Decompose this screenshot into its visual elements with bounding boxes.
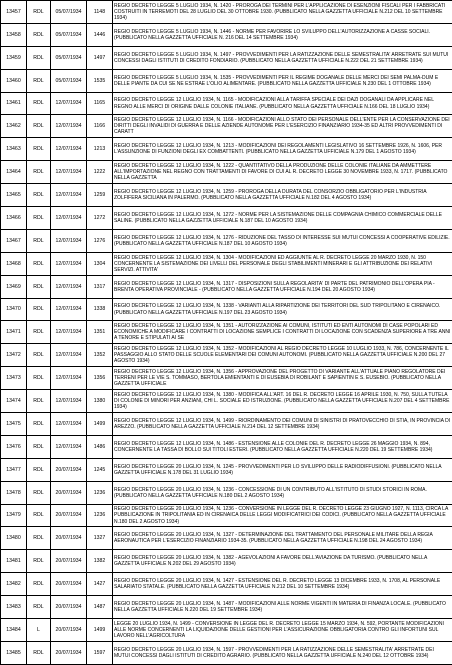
act-date: 12/07/1934 bbox=[51, 115, 87, 138]
act-code: 1165 bbox=[87, 92, 113, 115]
act-code: 1236 bbox=[87, 481, 113, 504]
table-row bbox=[1, 390, 452, 413]
act-date: 12/07/1934 bbox=[51, 275, 87, 298]
act-type: RDL bbox=[27, 641, 51, 664]
act-code: 1382 bbox=[87, 550, 113, 573]
table-row bbox=[1, 298, 452, 321]
act-date: 20/07/1934 bbox=[51, 504, 87, 527]
act-code: 1272 bbox=[87, 207, 113, 230]
record-number: 13465 bbox=[1, 184, 27, 207]
record-number: 13458 bbox=[1, 23, 27, 46]
act-code: 1356 bbox=[87, 367, 113, 390]
act-code: 1352 bbox=[87, 344, 113, 367]
record-number: 13476 bbox=[1, 435, 27, 458]
act-description: REGIO DECRETO LEGGE 12 LUGLIO 1934, N. 1213 - MODIFICAZIONI DEI REGOLAMENTI LEGISLATIVO 16 SETTEMBRE 1926, N. 1606, PER L'ASSUNZIONE DI FUNZIONI DEGLI EX COMBATTENTI. (PUBBLICATO NELLA GAZZETTA UFFICIALE N.179 DEL 1 AGOSTO 1934) bbox=[113, 138, 452, 161]
act-type: RDL bbox=[27, 184, 51, 207]
table-row bbox=[1, 435, 452, 458]
table-row bbox=[1, 184, 452, 207]
act-type: RDL bbox=[27, 92, 51, 115]
act-description: REGIO DECRETO LEGGE 12 LUGLIO 1934, N. 1351 - AUTORIZZAZIONE AI COMUNI, ISTITUTI ED ENTI AUTONOMI DI CASE POPOLARI ED ECONOMICHE A MODIFICARE I CONTRATTI DI LOCAZIONE SEMPLICE I CONTRATTI DI LOCAZIONE CON SCADENZA SUPERIORE A TRE ANNI A TENORE E STIPULATI AI SE bbox=[113, 321, 452, 344]
act-date: 12/07/1934 bbox=[51, 344, 87, 367]
act-code: 1245 bbox=[87, 458, 113, 481]
table-row bbox=[1, 46, 452, 69]
act-code: 1486 bbox=[87, 435, 113, 458]
act-date: 20/07/1934 bbox=[51, 550, 87, 573]
act-description: REGIO DECRETO LEGGE 12 LUGLIO 1934, N. 1499 - RIORDINAMENTO DEI COMUNI DI SINISTRI DI PRATOVECCHIO DI STIA, IN PROVINCIA DI AREZZO. (PUBBLICATO NELLA GAZZETTA UFFICIALE N.214 DEL 12 SETTEMBRE 1934) bbox=[113, 413, 452, 436]
act-type: RDL bbox=[27, 344, 51, 367]
act-code: 1317 bbox=[87, 275, 113, 298]
record-number: 13461 bbox=[1, 92, 27, 115]
act-type: RDL bbox=[27, 23, 51, 46]
act-code: 1222 bbox=[87, 161, 113, 184]
act-type: RDL bbox=[27, 504, 51, 527]
act-date: 20/07/1934 bbox=[51, 596, 87, 619]
act-description: REGIO DECRETO LEGGE 5 LUGLIO 1934, N. 1497 - PROVVEDIMENTI PER LA RATIZZAZIONE DELLE SEMESTRALITA' ARRETRATE SUI MUTUI CONCESSI DAGLI ISTITUTI DI CREDITO FONDIARIO. (PUBBLICATO NELLA GAZZETTA UFFICIALE N.222 DEL 21 SETTEMBRE 1934) bbox=[113, 46, 452, 69]
act-description: REGIO DECRETO LEGGE 20 LUGLIO 1934, N. 1597 - PROVVEDIMENTI PER LA RATIZZAZIONE DELLE SEMESTRALITA' ARRETRATE DEI MUTUI CONCESSI DAGLI ISTITUTI DI CREDITO AGRARIO. (PUBBLICATO NELLA GAZZETTA UFFICIALE N.240 DEL 12 OTTOBRE 1934) bbox=[113, 641, 452, 664]
table-row bbox=[1, 367, 452, 390]
act-date: 05/07/1934 bbox=[51, 1, 87, 24]
act-date: 20/07/1934 bbox=[51, 527, 87, 550]
record-number: 13457 bbox=[1, 1, 27, 24]
table-row bbox=[1, 481, 452, 504]
act-code: 1535 bbox=[87, 69, 113, 92]
act-date: 12/07/1934 bbox=[51, 161, 87, 184]
act-description: REGIO DECRETO LEGGE 12 LUGLIO 1934, N. 1338 - VARIANTI ALLA RIPARTIZIONE DEI TERRITORI DEL SUD TRIPOLITANO E CIRENAICO. (PUBBLICATO NELLA GAZZETTA UFFICIALE N.197 DEL 23 AGOSTO 1934) bbox=[113, 298, 452, 321]
act-type: RDL bbox=[27, 252, 51, 275]
record-number: 13464 bbox=[1, 161, 27, 184]
record-number: 13481 bbox=[1, 550, 27, 573]
act-date: 20/07/1934 bbox=[51, 619, 87, 642]
act-date: 12/07/1934 bbox=[51, 252, 87, 275]
act-description: REGIO DECRETO LEGGE 12 LUGLIO 1934, N. 1166 - MODIFICAZIONI ALLO STATO DEI PERSONALE DELL'ENTE PER LA CONSERVAZIONE DEI DIRITTI DEGLI INVALIDI DI GUERRA E DELLE AZIENDE AUTONOME PER L'ESERCIZIO FINANZIARIO 1934-35 ED ALTRI PROVVEDIMENTI DI CARATT bbox=[113, 115, 452, 138]
act-description: REGIO DECRETO LEGGE 20 LUGLIO 1934, N. 1382 - AGEVOLAZIONI A FAVORE DELL'AVIAZIONE DA TURISMO. (PUBBLICATO NELLA GAZZETTA UFFICIALE N.202 DEL 29 AGOSTO 1934) bbox=[113, 550, 452, 573]
record-number: 13474 bbox=[1, 390, 27, 413]
act-type: RDL bbox=[27, 367, 51, 390]
table-row bbox=[1, 413, 452, 436]
act-type: RDL bbox=[27, 596, 51, 619]
act-type: RDL bbox=[27, 435, 51, 458]
table-row bbox=[1, 321, 452, 344]
act-date: 12/07/1934 bbox=[51, 435, 87, 458]
act-description: REGIO DECRETO LEGGE 12 LUGLIO 1934, N. 1165 - MODIFICAZIONI ALLA TARIFFA SPECIALE DEI DAZI DOGANALI DA APPLICARE NEL REGNO ALLE MERCI DI ORIGINE DALLE COLONIE ITALIANE. (PUBBLICATO NELLA GAZZETTA UFFICIALE N.166 DEL 18 LUGLIO 1934) bbox=[113, 92, 452, 115]
act-code: 1499 bbox=[87, 619, 113, 642]
act-code: 1166 bbox=[87, 115, 113, 138]
act-code: 1499 bbox=[87, 413, 113, 436]
act-description: REGIO DECRETO LEGGE 20 LUGLIO 1934, N. 1427 - ESTENSIONE DEL R. DECRETO LEGGE 13 DICEMBRE 1933, N. 1708, AL PERSONALE SALARIATO STATALE. (PUBBLICATO NELLA GAZZETTA UFFICIALE N.212 DEL 10 SETTEMBRE 1934) bbox=[113, 573, 452, 596]
table-row bbox=[1, 229, 452, 252]
act-code: 1351 bbox=[87, 321, 113, 344]
record-number: 13472 bbox=[1, 344, 27, 367]
act-type: RDL bbox=[27, 46, 51, 69]
record-number: 13459 bbox=[1, 46, 27, 69]
act-type: RDL bbox=[27, 390, 51, 413]
act-type: RDL bbox=[27, 161, 51, 184]
table-row bbox=[1, 1, 452, 24]
act-code: 1304 bbox=[87, 252, 113, 275]
record-number: 13480 bbox=[1, 527, 27, 550]
act-description: REGIO DECRETO LEGGE 12 LUGLIO 1934, N. 1272 - NORME PER LA SISTEMAZIONE DELLE COMPAGNIA CHIMICO COMMERCIALE DELLE SALINE. (PUBBLICATO NELLA GAZZETTA UFFICIALE N.187 DEL 10 AGOSTO 1934) bbox=[113, 207, 452, 230]
record-number: 13463 bbox=[1, 138, 27, 161]
act-date: 12/07/1934 bbox=[51, 367, 87, 390]
table-row bbox=[1, 573, 452, 596]
record-number: 13482 bbox=[1, 573, 27, 596]
record-number: 13466 bbox=[1, 207, 27, 230]
act-code: 1427 bbox=[87, 573, 113, 596]
table-row bbox=[1, 69, 452, 92]
act-date: 05/07/1934 bbox=[51, 69, 87, 92]
act-code: 1497 bbox=[87, 46, 113, 69]
table-row bbox=[1, 92, 452, 115]
record-number: 13462 bbox=[1, 115, 27, 138]
act-type: RDL bbox=[27, 229, 51, 252]
act-code: 1338 bbox=[87, 298, 113, 321]
act-description: REGIO DECRETO LEGGE 12 LUGLIO 1934, N. 1356 - APPROVAZIONE DEL PROGETTO DI VARIANTE ALL'ATTUALE PIANO REGOLATORE DEI TERRENI PER LE VIE S. TOMMASO, BERTOLA EMIENTANTI E DI EUSEBIA DI ROBILANT E SAPIENTIN E S. EUSEBIO. (PUBBLICATO NELLA GAZZETTA UFFICIALE bbox=[113, 367, 452, 390]
record-number: 13468 bbox=[1, 252, 27, 275]
act-date: 12/07/1934 bbox=[51, 413, 87, 436]
record-number: 13473 bbox=[1, 367, 27, 390]
act-code: 1597 bbox=[87, 641, 113, 664]
table-row bbox=[1, 275, 452, 298]
record-number: 13484 bbox=[1, 619, 27, 642]
act-date: 12/07/1934 bbox=[51, 390, 87, 413]
act-code: 1327 bbox=[87, 527, 113, 550]
record-number: 13470 bbox=[1, 298, 27, 321]
act-description: REGIO DECRETO LEGGE 5 LUGLIO 1934, N. 1446 - NORME PER FAVORIRE LO SVILUPPO DELL'AUTORIZZAZIONE A CASSE SOCIALI. (PUBBLICATO NELLA GAZZETTA UFFICIALE N. 216 DEL 14 SETTEMBRE 1934) bbox=[113, 23, 452, 46]
act-code: 1446 bbox=[87, 23, 113, 46]
act-date: 20/07/1934 bbox=[51, 573, 87, 596]
act-description: REGIO DECRETO LEGGE 20 LUGLIO 1934, N. 1245 - PROVVEDIMENTI PER LO SVILUPPO DELLE RADIODIFFUSIONI. (PUBBLICATO NELLA GAZZETTA UFFICIALE N.178 DEL 31 LUGLIO 1934) bbox=[113, 458, 452, 481]
act-description: REGIO DECRETO LEGGE 20 LUGLIO 1934, N. 1236 - CONCESSIONE DI UN CONTRIBUTO ALL'ISTITUTO DI STUDI STORICI IN ROMA. (PUBBLICATO NELLA GAZZETTA UFFICIALE N.180 DEL 2 AGOSTO 1934) bbox=[113, 481, 452, 504]
act-type: RDL bbox=[27, 207, 51, 230]
act-description: REGIO DECRETO LEGGE 12 LUGLIO 1934, N. 1304 - MODIFICAZIONI ED AGGIUNTE AL R. DECRETO LEGGE 20 MARZO 1930, N. 150 CONCERNENTE LA SISTEMAZIONE DEI LIVELLI DEL PERSONALE DEGLI STABILIMENTI MINERARI E GLI ATTRIBUZIONE DEI RELATIVI SERVIZI. ATTIVITA' bbox=[113, 252, 452, 275]
act-description: REGIO DECRETO LEGGE 5 LUGLIO 1934, N. 1535 - PROVVEDIMENTI PER IL REGIME DOGANALE DELLE MERCI DEI SEMI PALMA-DUM E DELLE PIANTE DA CUI SE NE ESTRAE L'OLIO ALIMENTARE. (PUBBLICATO NELLA GAZZETTA UFFICIALE N.230 DEL 1 OTTOBRE 1934) bbox=[113, 69, 452, 92]
act-description: LEGGE 20 LUGLIO 1934, N. 1499 - CONVERSIONE IN LEGGE DEL R. DECRETO LEGGE 15 MARZO 1934, N. 592, PORTANTE MODIFICAZIONI ALLE NORME CONCERNENTI LA LIQUIDAZIONE DELLE GESTIONI PER L'ASSICURAZIONE OBBLIGATORIA CONTRO GLI INFORTUNI SUL LAVORO NELL'AGRICOLTURA bbox=[113, 619, 452, 642]
act-code: 1259 bbox=[87, 184, 113, 207]
act-date: 12/07/1934 bbox=[51, 229, 87, 252]
act-description: REGIO DECRETO LEGGE 5 LUGLIO 1934, N. 1420 - PROROGA DEI TERMINI PER L'APPLICAZIONE DI ESENZIONI FISCALI PER I FABBRICATI COSTRUITI IN TERREMOTI DEL 28 LUGLIO DEL 30 OTTOBRE 1930. (PUBBLICATO NELLA GAZZETTA UFFICIALE N.212 DEL 10 SETTEMBRE 1934) bbox=[113, 1, 452, 24]
act-type: RDL bbox=[27, 69, 51, 92]
act-type: L bbox=[27, 619, 51, 642]
law-table-body bbox=[1, 1, 452, 665]
record-number: 13467 bbox=[1, 229, 27, 252]
act-code: 1148 bbox=[87, 1, 113, 24]
table-row bbox=[1, 23, 452, 46]
act-type: RDL bbox=[27, 481, 51, 504]
record-number: 13477 bbox=[1, 458, 27, 481]
record-number: 13460 bbox=[1, 69, 27, 92]
table-row bbox=[1, 596, 452, 619]
record-number: 13483 bbox=[1, 596, 27, 619]
act-type: RDL bbox=[27, 115, 51, 138]
table-row bbox=[1, 207, 452, 230]
act-description: REGIO DECRETO LEGGE 12 LUGLIO 1934, N. 1486 - ESTENSIONE ALLE COLONIE DEL R. DECRETO LEGGE 26 MAGGIO 1934, N. 894, CONCERNENTE LA TASSA DI BOLLO SUI TITOLI ESTERI. (PUBBLICATO NELLA GAZZETTA UFFICIALE N.220 DEL 19 SETTEMBRE 1934) bbox=[113, 435, 452, 458]
table-row bbox=[1, 138, 452, 161]
act-description: REGIO DECRETO LEGGE 12 LUGLIO 1934, N. 1276 - RIDUZIONE DEL TASSO DI INTERESSE SUI MUTUI CONCESSI A COOPERATIVE EDILIZIE. (PUBBLICATO NELLA GAZZETTA UFFICIALE N.187 DEL 10 AGOSTO 1934) bbox=[113, 229, 452, 252]
record-number: 13475 bbox=[1, 413, 27, 436]
act-date: 12/07/1934 bbox=[51, 321, 87, 344]
act-date: 20/07/1934 bbox=[51, 458, 87, 481]
act-description: REGIO DECRETO LEGGE 12 LUGLIO 1934, N. 1222 - QUANTITATIVO DELLA PRODUZIONE DELLE COLONIE ITALIANE DA AMMETTERE ALL'IMPORTAZIONE NEL REGNO CON TRATTAMENTI DI FAVORE DI CUI AL R. DECRETO LEGGE 30 NOVEMBRE 1933, N. 1717. (PUBBLICATO NELLA GAZZETTA bbox=[113, 161, 452, 184]
act-date: 05/07/1934 bbox=[51, 23, 87, 46]
act-description: REGIO DECRETO LEGGE 12 LUGLIO 1934, N. 1259 - PROROGA DELLA DURATA DEL CONSORZIO OBBLIGATORIO PER L'INDUSTRIA ZOLFIFERA SICILIANA IN PALERMO. (PUBBLICATO NELLA GAZZETTA UFFICIALE N.182 DEL 4 AGOSTO 1934) bbox=[113, 184, 452, 207]
record-number: 13469 bbox=[1, 275, 27, 298]
table-row bbox=[1, 344, 452, 367]
table-row bbox=[1, 161, 452, 184]
act-description: REGIO DECRETO LEGGE 12 LUGLIO 1934, N. 1352 - MODIFICAZIONI AL REGIO DECRETO LEGGE 10 LUGLIO 1933, N. 786, CONCERNENTE IL PASSAGGIO ALLO STATO DELLE SCUOLE ELEMENTARI DEI COMUNI AUTONOMI. (PUBBLICATO NELLA GAZZETTA UFFICIALE N.200 DEL 27 AGOSTO 1934) bbox=[113, 344, 452, 367]
act-type: RDL bbox=[27, 1, 51, 24]
act-type: RDL bbox=[27, 298, 51, 321]
act-type: RDL bbox=[27, 527, 51, 550]
record-number: 13471 bbox=[1, 321, 27, 344]
record-number: 13479 bbox=[1, 504, 27, 527]
act-code: 1380 bbox=[87, 390, 113, 413]
act-type: RDL bbox=[27, 550, 51, 573]
record-number: 13485 bbox=[1, 641, 27, 664]
act-type: RDL bbox=[27, 458, 51, 481]
act-date: 12/07/1934 bbox=[51, 298, 87, 321]
act-date: 20/07/1934 bbox=[51, 481, 87, 504]
act-description: REGIO DECRETO LEGGE 20 LUGLIO 1934, N. 1236 - CONVERSIONE IN LEGGE DEL R. DECRETO LEGGE 23 GIUGNO 1927, N. 1113, CIRCA LA PUBBLICAZIONE IN TRIPOLITANIA ED IN CIRENAICA DELLE LEGGI MODIFICATRICI DEI CODICI. (PUBBLICATO NELLA GAZZETTA UFFICIALE N.180 DEL 2 AGOSTO 1934) bbox=[113, 504, 452, 527]
act-type: RDL bbox=[27, 321, 51, 344]
act-type: RDL bbox=[27, 275, 51, 298]
record-number: 13478 bbox=[1, 481, 27, 504]
act-description: REGIO DECRETO LEGGE 12 LUGLIO 1934, N. 1317 - DISPOSIZIONI SULLA REGOLARITA' DI PARTE DEL PATRIMONIO DELL'OPERA PIA - BRENTA OPERATIVA PROVINCIALE - (PUBBLICATO NELLA GAZZETTA UFFICIALE N.194 DEL 20 AGOSTO 1934) bbox=[113, 275, 452, 298]
act-type: RDL bbox=[27, 413, 51, 436]
act-type: RDL bbox=[27, 138, 51, 161]
act-date: 12/07/1934 bbox=[51, 138, 87, 161]
table-row bbox=[1, 504, 452, 527]
act-description: REGIO DECRETO LEGGE 12 LUGLIO 1934, N. 1380 - MODIFICA ALL'ART. 16 DEL R. DECRETO LEGGE 16 APRILE 1930, N. 750, SULLA TUTELA DI COLONIE DI MINORI PER ANZIANI, CHI L. SOCIALE ED ISTRUZIONE. (PUBBLICATO NELLA GAZZETTA UFFICIALE N.207 DEL 4 SETTEMBRE 1934) bbox=[113, 390, 452, 413]
act-type: RDL bbox=[27, 573, 51, 596]
act-date: 12/07/1934 bbox=[51, 184, 87, 207]
act-description: REGIO DECRETO LEGGE 20 LUGLIO 1934, N. 1327 - DETERMINAZIONE DEL TRATTAMENTO DEL PERSONALE MILITARE DELLA REGIA AERONAUTICA PER L'ESERCIZIO FINANZIARIO 1934-35. (PUBBLICATO NELLA GAZZETTA UFFICIALE N.198 DEL 24 AGOSTO 1934) bbox=[113, 527, 452, 550]
table-row bbox=[1, 252, 452, 275]
table-row bbox=[1, 458, 452, 481]
act-code: 1236 bbox=[87, 504, 113, 527]
table-row bbox=[1, 619, 452, 642]
act-date: 05/07/1934 bbox=[51, 46, 87, 69]
act-description: REGIO DECRETO LEGGE 20 LUGLIO 1934, N. 1487 - MODIFICAZIONI ALLE NORME VIGENTI IN MATERIA DI FINANZA LOCALE. (PUBBLICATO NELLA GAZZETTA UFFICIALE N.220 DEL 19 SETTEMBRE 1934) bbox=[113, 596, 452, 619]
act-code: 1487 bbox=[87, 596, 113, 619]
act-code: 1213 bbox=[87, 138, 113, 161]
table-row bbox=[1, 550, 452, 573]
act-date: 20/07/1934 bbox=[51, 641, 87, 664]
act-date: 12/07/1934 bbox=[51, 207, 87, 230]
act-date: 12/07/1934 bbox=[51, 92, 87, 115]
act-code: 1276 bbox=[87, 229, 113, 252]
table-row bbox=[1, 115, 452, 138]
table-row bbox=[1, 527, 452, 550]
